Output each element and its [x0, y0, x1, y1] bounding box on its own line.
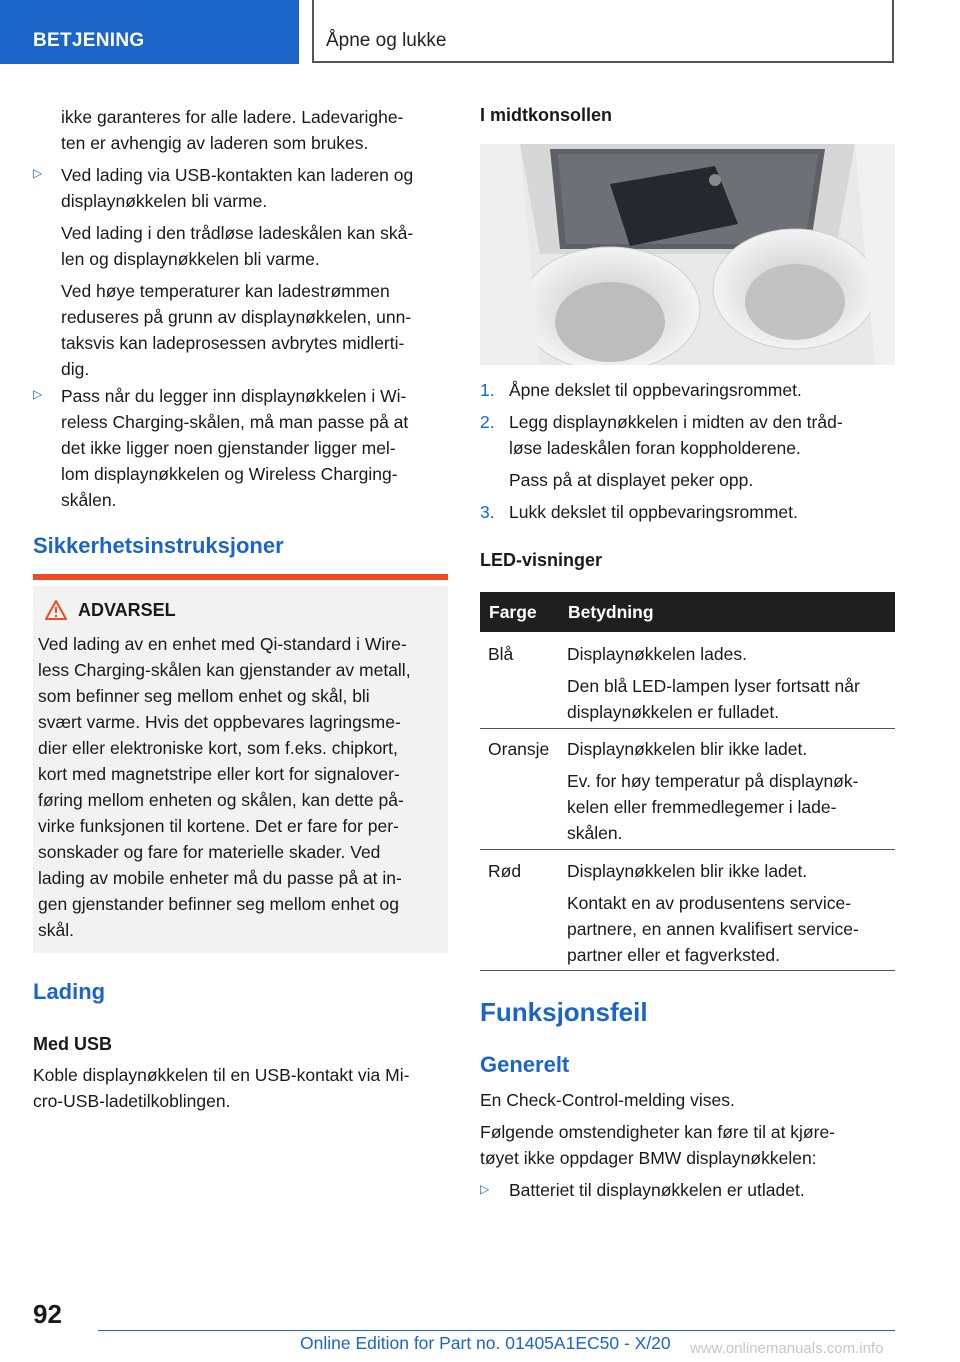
bullet-item — [61, 383, 456, 513]
text-line: gen gjenstander befinner seg mellom enhet og — [38, 894, 399, 914]
text-line: Koble displaynøkkelen til en USB-kontakt via Mi- — [33, 1065, 410, 1085]
text-line: reless Charging-skålen, må man passe på at — [61, 412, 409, 432]
cause-bullet: Batteriet til displaynøkkelen er utladet. — [509, 1180, 805, 1200]
text-line: Ved lading i den trådløse ladeskålen kan skå- — [61, 223, 414, 243]
text-line: partner eller et fagverksted. — [567, 945, 781, 965]
text-line: virke funksjonen til kortene. Det er fare for per- — [38, 816, 399, 836]
general-paragraph — [480, 1087, 895, 1171]
text-line: Lukk dekslet til oppbevaringsrommet. — [509, 502, 798, 522]
row-divider — [480, 728, 895, 729]
text-line: lading av mobile enheter må du passe på at in- — [38, 868, 402, 888]
chapter-title: Åpne og lukke — [326, 30, 447, 51]
console-photo — [480, 144, 895, 365]
row-divider — [480, 849, 895, 850]
table-row — [480, 641, 895, 725]
table-row — [480, 736, 895, 846]
bullet-triangle-icon: ▷ — [480, 1182, 490, 1196]
bullet-item — [61, 162, 456, 382]
step-number: 1. — [480, 380, 495, 400]
list-item — [480, 409, 895, 493]
text-line: Den blå LED-lampen lyser fortsatt når — [567, 676, 860, 696]
text-line: displaynøkkelen er fulladet. — [567, 702, 780, 722]
edition-text: Online Edition for Part no. 01405A1EC50 - X/20 — [300, 1333, 671, 1353]
column-header: Betydning — [568, 602, 654, 622]
text-line: Legg displaynøkkelen i midten av den tråd- — [509, 412, 843, 432]
watermark-text: www.onlinemanuals.com.info — [690, 1340, 884, 1357]
intro-paragraph — [61, 104, 456, 156]
text-line: taksvis kan ladeprosessen avbrytes midlerti- — [61, 333, 405, 353]
safety-heading: Sikkerhetsinstruksjoner — [33, 533, 284, 558]
general-heading: Generelt — [480, 1052, 570, 1077]
text-line: ikke garanteres for alle ladere. Ladevarighe- — [61, 107, 404, 127]
text-line: cro-USB-ladetilkoblingen. — [33, 1091, 231, 1111]
text-line: tøyet ikke oppdager BMW displaynøkkelen: — [480, 1148, 817, 1168]
text-line: dig. — [61, 359, 90, 379]
text-line: kort med magnetstripe eller kort for signalover- — [38, 764, 400, 784]
footer-divider — [98, 1330, 895, 1331]
text-line: len og displaynøkkelen bli varme. — [61, 249, 320, 269]
text-line: som befinner seg mellom enhet og skål, bli — [38, 686, 370, 706]
table-row — [480, 858, 895, 968]
text-line: partnere, en annen kvalifisert service- — [567, 919, 859, 939]
text-line: lom displaynøkkelen og Wireless Charging- — [61, 464, 398, 484]
text-line: skål. — [38, 920, 74, 940]
text-line: dier eller elektroniske kort, som f.eks. chipkort, — [38, 738, 398, 758]
table-cell: Displaynøkkelen blir ikke ladet. — [567, 739, 808, 759]
table-header — [480, 592, 895, 632]
text-line: En Check-Control-melding vises. — [480, 1090, 735, 1110]
table-cell: Displaynøkkelen lades. — [567, 644, 747, 664]
column-header: Farge — [489, 602, 537, 622]
section-tab — [0, 0, 299, 64]
step-number: 3. — [480, 502, 495, 522]
table-cell: Displaynøkkelen blir ikke ladet. — [567, 861, 808, 881]
lading-heading: Lading — [33, 979, 106, 1004]
text-line: skålen. — [567, 823, 623, 843]
text-line: sonskader og fare for materielle skader. Ved — [38, 842, 381, 862]
led-heading: LED-visninger — [480, 550, 603, 570]
text-line: ten er avhengig av laderen som brukes. — [61, 133, 369, 153]
bullet-triangle-icon: ▷ — [33, 166, 43, 180]
text-line: Ved høye temperaturer kan ladestrømmen — [61, 281, 390, 301]
text-line: Pass på at displayet peker opp. — [509, 470, 754, 490]
text-line: displaynøkkelen bli varme. — [61, 191, 268, 211]
row-divider — [480, 970, 895, 971]
text-line: Følgende omstendigheter kan føre til at kjøre- — [480, 1122, 836, 1142]
text-line: det ikke ligger noen gjenstander ligger mel- — [61, 438, 396, 458]
chapter-tab — [312, 0, 894, 63]
console-heading: I midtkonsollen — [480, 105, 613, 125]
section-title: BETJENING — [33, 30, 145, 51]
text-line: svært varme. Hvis det oppbevares lagringsme- — [38, 712, 401, 732]
text-line: Ved lading av en enhet med Qi-standard i Wire- — [38, 634, 407, 654]
warning-title: ADVARSEL — [78, 600, 176, 620]
text-line: Åpne dekslet til oppbevaringsrommet. — [509, 380, 802, 400]
text-line: føring mellom enheten og skålen, kan dette på- — [38, 790, 404, 810]
text-line: kelen eller fremmedlegemer i lade- — [567, 797, 837, 817]
usb-paragraph — [33, 1062, 453, 1114]
list-item — [480, 499, 895, 525]
text-line: less Charging-skålen kan gjenstander av metall, — [38, 660, 411, 680]
warning-text — [38, 631, 448, 943]
steps-list — [480, 377, 895, 525]
step-number: 2. — [480, 412, 495, 432]
warning-bar — [33, 574, 448, 580]
text-line: reduseres på grunn av displaynøkkelen, unn- — [61, 307, 412, 327]
list-item — [480, 377, 895, 403]
text-line: Ev. for høy temperatur på displaynøk- — [567, 771, 859, 791]
bullet-triangle-icon: ▷ — [33, 387, 43, 401]
table-cell: Rød — [488, 861, 522, 881]
table-cell: Blå — [488, 644, 514, 664]
table-cell: Oransje — [488, 739, 550, 759]
text-line: Pass når du legger inn displaynøkkelen i Wi- — [61, 386, 407, 406]
text-line: Ved lading via USB-kontakten kan laderen og — [61, 165, 414, 185]
text-line: Kontakt en av produsentens service- — [567, 893, 852, 913]
text-line: skålen. — [61, 490, 117, 510]
page-number: 92 — [33, 1299, 62, 1329]
text-line: løse ladeskålen foran koppholderene. — [509, 438, 801, 458]
warning-triangle-icon — [44, 599, 68, 621]
usb-heading: Med USB — [33, 1034, 113, 1054]
fault-heading: Funksjonsfeil — [480, 997, 648, 1027]
